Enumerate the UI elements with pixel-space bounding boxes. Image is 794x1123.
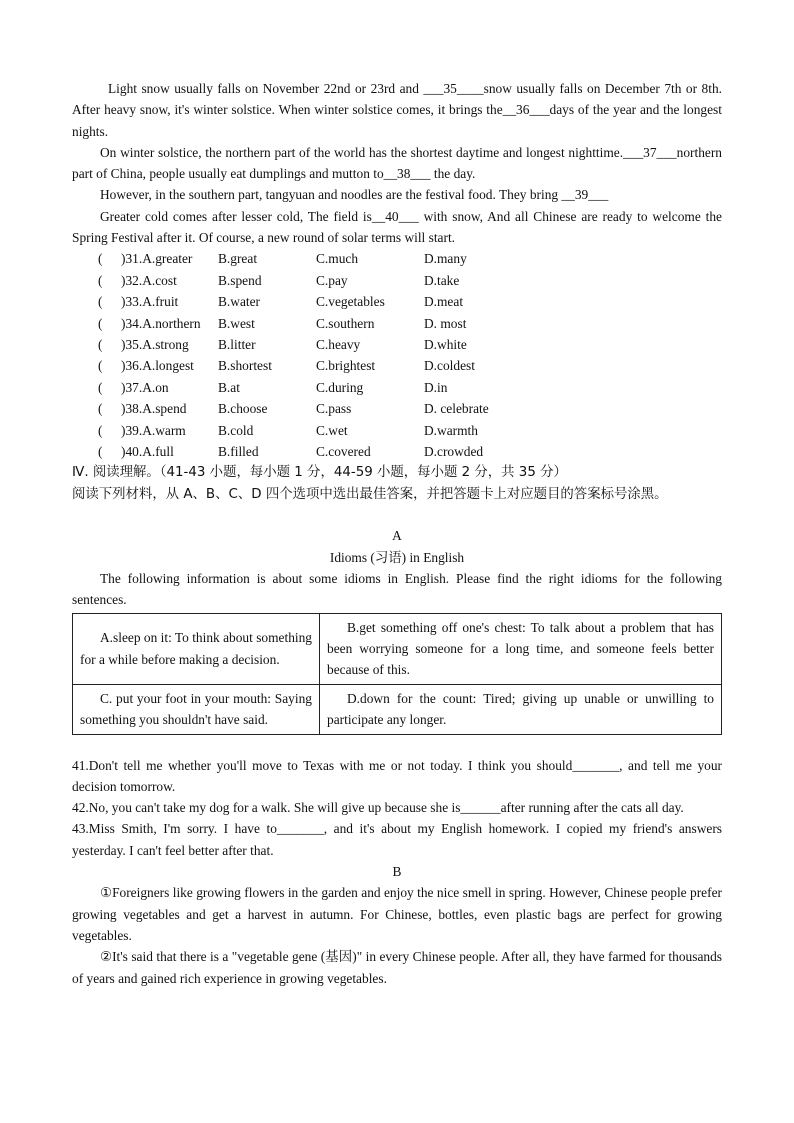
passage-a-letter: A <box>392 528 402 544</box>
option-c: C.covered <box>316 443 371 459</box>
answer-paren[interactable]: ( <box>98 336 103 352</box>
option-d: D.meat <box>424 294 464 310</box>
idiom-cell-c <box>73 684 320 734</box>
answer-paren[interactable]: ( <box>98 401 103 417</box>
option-c: C.brightest <box>316 358 376 374</box>
passage-b-paragraph-1: ①Foreigners like growing flowers in the garden and enjoy the nice smell in spring. However, Chinese people prefer growing vegetables and get a harvest in autumn. For Chinese, bottles, even plastic bags are perfect for growing vegetables. <box>72 885 722 944</box>
option-d: D.white <box>424 336 467 352</box>
option-c: C.much <box>316 251 359 267</box>
answer-paren[interactable]: ( <box>98 358 103 374</box>
option-d: D.many <box>424 251 467 267</box>
option-d: D. celebrate <box>424 401 489 417</box>
answer-paren[interactable]: ( <box>98 294 103 310</box>
idiom-cell-d <box>320 684 722 734</box>
answer-paren[interactable]: ( <box>98 422 103 438</box>
idiom-cell-a <box>73 613 320 684</box>
option-b: B.choose <box>218 401 268 417</box>
option-c: C.during <box>316 379 364 395</box>
passage-b-paragraph-2: ②It's said that there is a "vegetable gene (基因)" in every Chinese people. After all, they have farmed for thousands of years and gained rich experience in growing vegetables. <box>72 949 722 986</box>
table-row <box>73 684 722 734</box>
answer-paren[interactable]: ( <box>98 379 103 395</box>
idiom-text: C. put your foot in your mouth: Saying something you shouldn't have said. <box>80 690 312 728</box>
option-b: B.at <box>218 379 240 395</box>
option-row-38 <box>72 398 722 419</box>
option-a: )35.A.strong <box>121 336 189 352</box>
option-d: D.warmth <box>424 422 478 438</box>
option-a: )38.A.spend <box>121 401 187 417</box>
option-c: C.vegetables <box>316 294 385 310</box>
option-a: )32.A.cost <box>121 272 177 288</box>
question-43: 43.Miss Smith, I'm sorry. I have to_______, and it's about my English homework. I copied my friend's answers yesterday. I can't feel better after that. <box>72 821 722 858</box>
option-row-39 <box>72 420 722 441</box>
option-row-36 <box>72 355 722 376</box>
option-d: D.take <box>424 272 460 288</box>
option-d: D.in <box>424 379 448 395</box>
option-a: )40.A.full <box>121 443 174 459</box>
option-c: C.pass <box>316 401 352 417</box>
option-b: B.west <box>218 315 255 331</box>
idiom-text: D.down for the count: Tired; giving up unable or unwilling to participate any longer. <box>327 690 714 728</box>
option-b: B.great <box>218 251 258 267</box>
option-b: B.shortest <box>218 358 272 374</box>
option-row-35 <box>72 334 722 355</box>
option-row-37 <box>72 377 722 398</box>
option-c: C.heavy <box>316 336 361 352</box>
question-42: 42.No, you can't take my dog for a walk. She will give up because she is______after running after the cats all day. <box>72 800 684 816</box>
option-row-32 <box>72 270 722 291</box>
answer-paren[interactable]: ( <box>98 443 103 459</box>
option-row-31 <box>72 248 722 269</box>
option-row-40 <box>72 441 722 462</box>
answer-paren[interactable]: ( <box>98 251 103 267</box>
section-heading: Ⅳ. 阅读理解。（41-43 小题，每小题 1 分，44-59 小题，每小题 2 分，共 35 分） <box>72 465 567 481</box>
option-a: )36.A.longest <box>121 358 194 374</box>
option-a: )33.A.fruit <box>121 294 179 310</box>
question-41: 41.Don't tell me whether you'll move to Texas with me or not today. I think you should_______, and tell me your decision tomorrow. <box>72 757 722 794</box>
option-d: D.crowded <box>424 443 484 459</box>
cloze-paragraph-2: On winter solstice, the northern part of the world has the shortest daytime and longest nighttime.___37___northern part of China, people usually eat dumplings and mutton to__38___ the day. <box>72 144 722 182</box>
table-row <box>73 613 722 684</box>
cloze-options <box>72 248 722 462</box>
exam-page <box>72 78 722 989</box>
option-c: C.southern <box>316 315 375 331</box>
option-c: C.pay <box>316 272 348 288</box>
passage-b-letter: B <box>392 864 402 880</box>
section-instruction: 阅读下列材料，从 A、B、C、D 四个选项中选出最佳答案，并把答题卡上对应题目的答案标号涂黑。 <box>72 486 668 502</box>
option-c: C.wet <box>316 422 348 438</box>
option-a: )37.A.on <box>121 379 169 395</box>
option-b: B.filled <box>218 443 259 459</box>
passage-a-intro: The following information is about some idioms in English. Please find the right idioms for the following sentences. <box>72 570 722 608</box>
cloze-passage <box>72 78 722 248</box>
passage-a-title: Idioms (习语) in English <box>329 549 465 565</box>
option-d: D. most <box>424 315 467 331</box>
option-d: D.coldest <box>424 358 475 374</box>
cloze-paragraph-4: Greater cold comes after lesser cold, The field is__40___ with snow, And all Chinese are ready to welcome the Spring Festival after it. Of course, a new round of solar terms will start. <box>72 208 722 246</box>
option-a: )39.A.warm <box>121 422 186 438</box>
option-a: )34.A.northern <box>121 315 201 331</box>
answer-paren[interactable]: ( <box>98 315 103 331</box>
idiom-text: A.sleep on it: To think about something for a while before making a decision. <box>80 630 312 667</box>
option-b: B.cold <box>218 422 254 438</box>
option-b: B.spend <box>218 272 262 288</box>
option-b: B.water <box>218 294 261 310</box>
option-a: )31.A.greater <box>121 251 193 267</box>
idioms-table <box>72 613 722 735</box>
idiom-text: B.get something off one's chest: To talk about a problem that has been worrying someone for a long time, and someone feels better because of this. <box>327 619 714 678</box>
answer-paren[interactable]: ( <box>98 272 103 288</box>
option-row-34 <box>72 313 722 334</box>
idiom-cell-b <box>320 613 722 684</box>
option-row-33 <box>72 291 722 312</box>
option-b: B.litter <box>218 336 256 352</box>
cloze-paragraph-1: Light snow usually falls on November 22nd or 23rd and ___35____snow usually falls on December 7th or 8th. After heavy snow, it's winter solstice. When winter solstice comes, it brings the__36___days of the year and the longest nights. <box>72 81 722 139</box>
cloze-paragraph-3: However, in the southern part, tangyuan and noodles are the festival food. They bring __39___ <box>100 187 609 203</box>
